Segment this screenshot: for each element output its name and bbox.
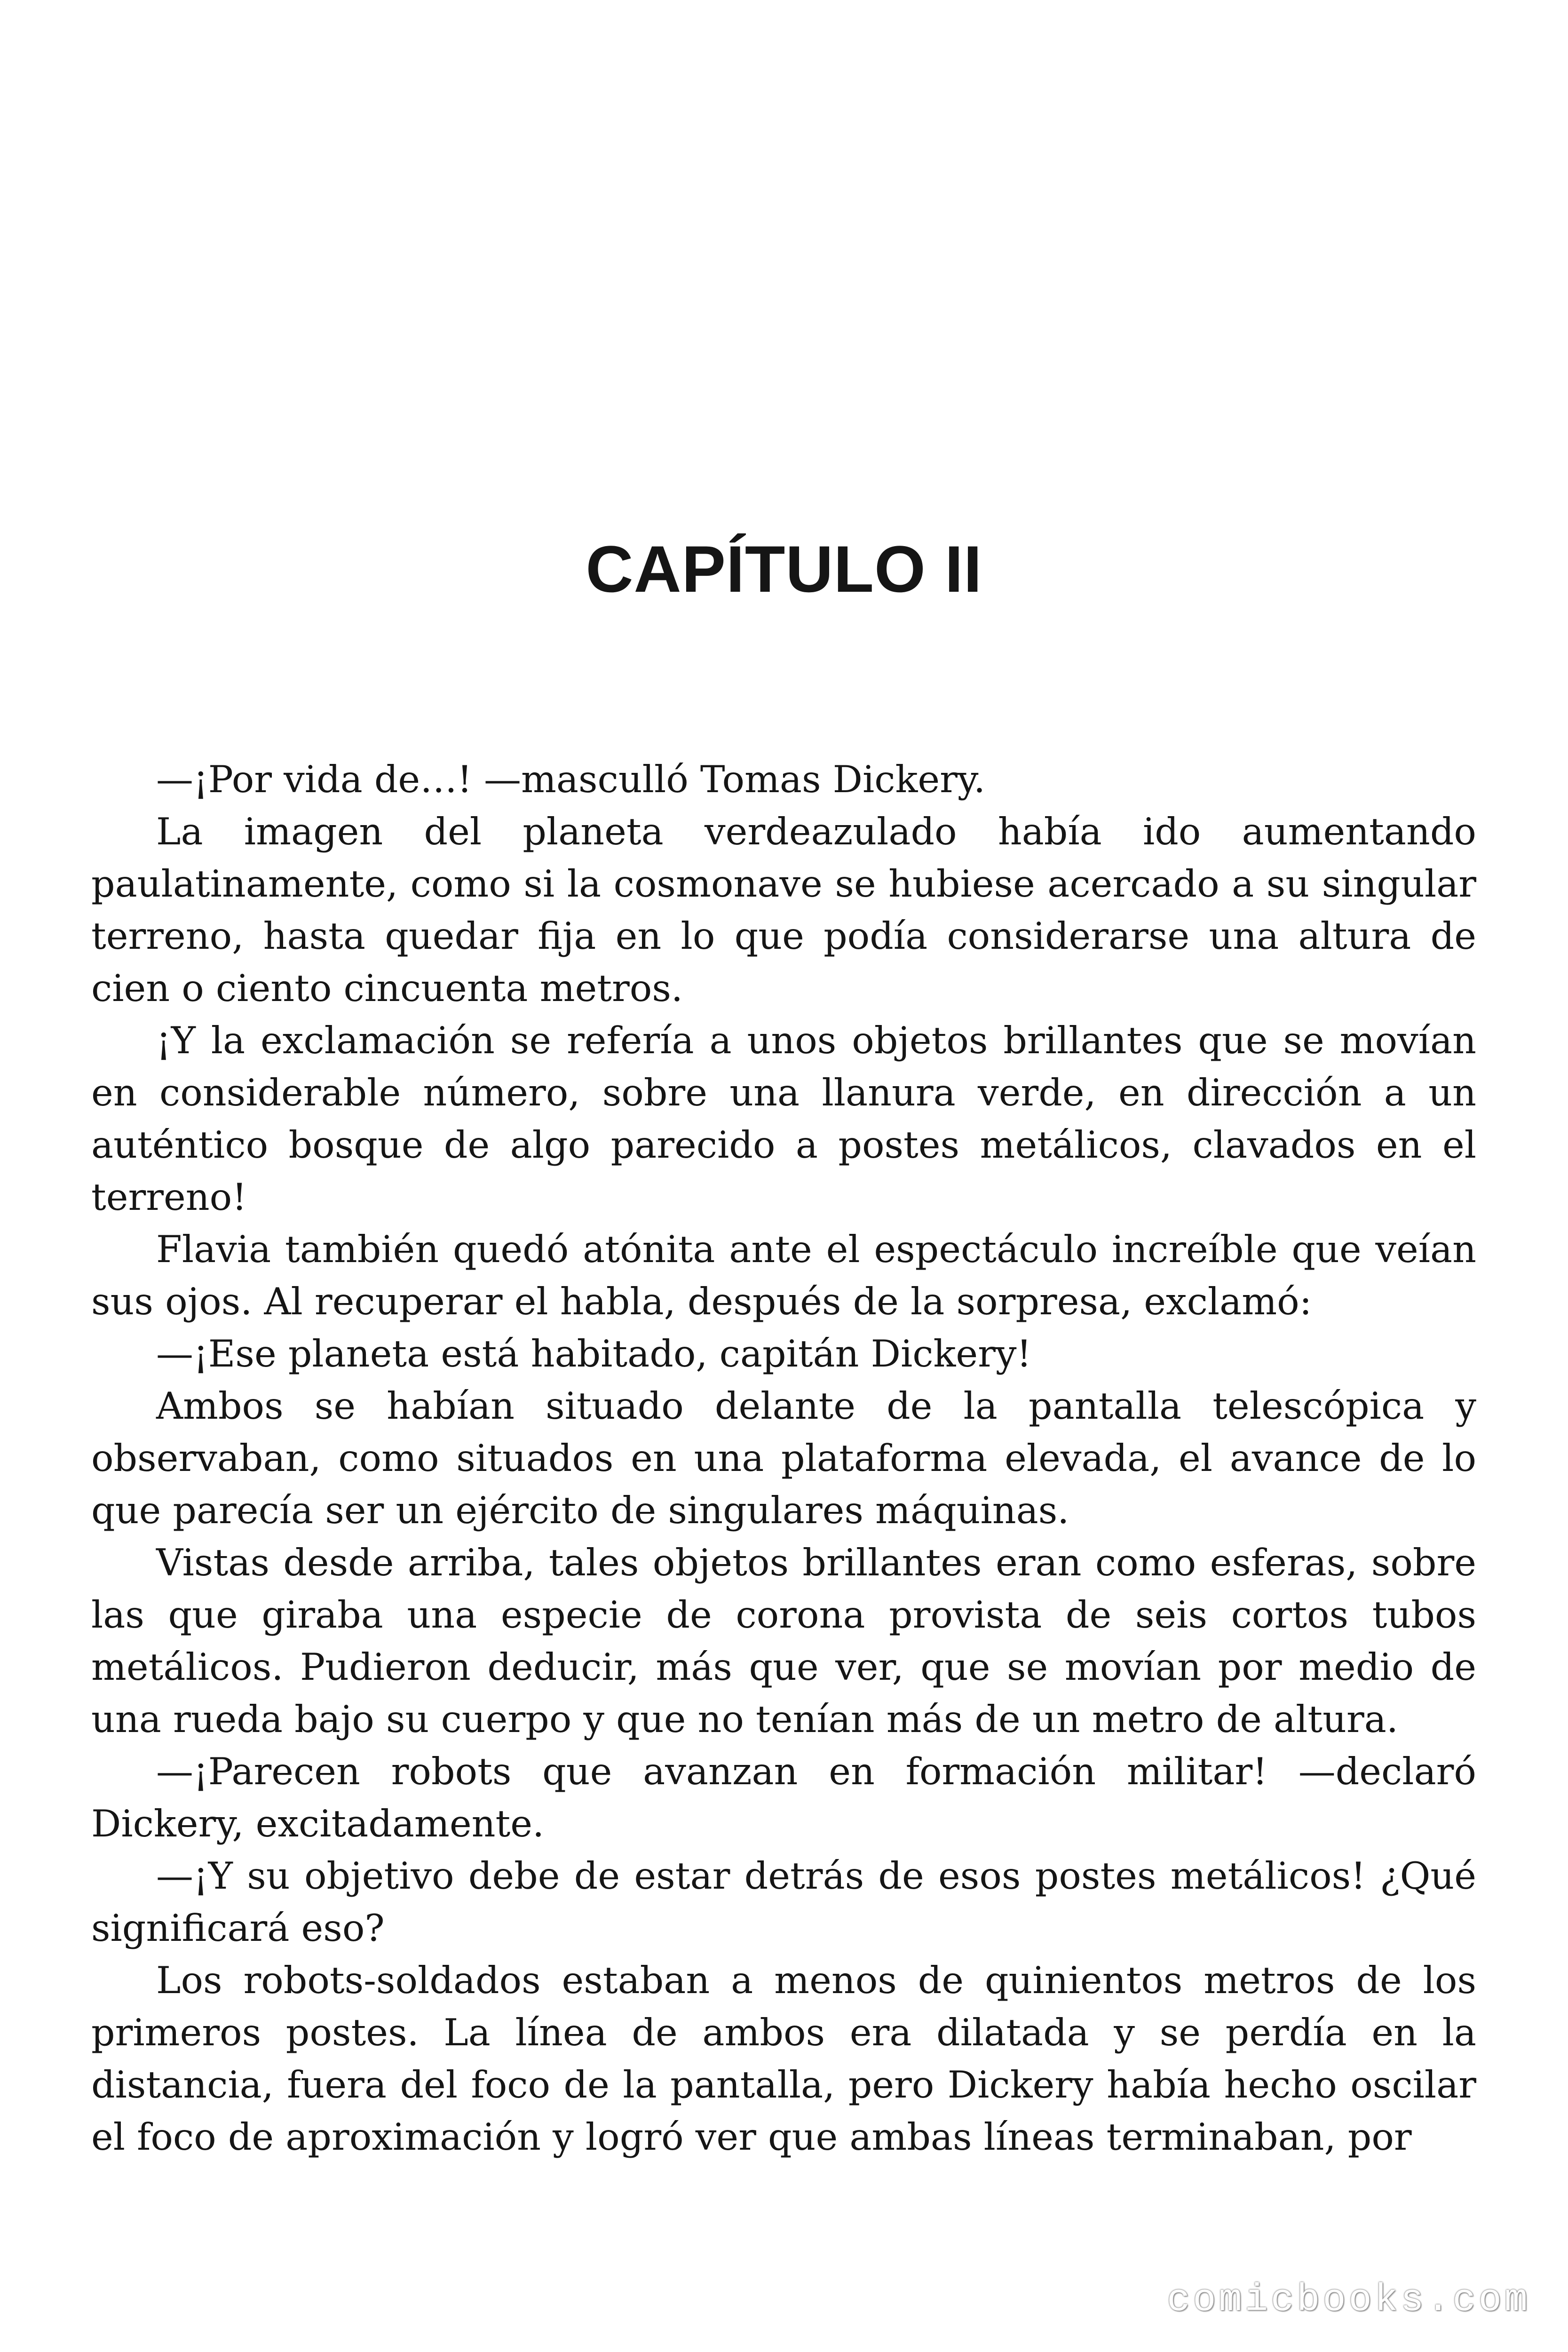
paragraph: La imagen del planeta verdeazulado había ido aumentando paulatinamente, como si la cosmonave se hubiese acercado a su singular terreno, hasta quedar fija en lo que podía considerarse una altura de cien o ciento cincuenta metros. bbox=[91, 810, 1476, 1010]
paragraph: Vistas desde arriba, tales objetos brillantes eran como esferas, sobre las que giraba una especie de corona provista de seis cortos tubos metálicos. Pudieron deducir, más que ver, que se movían por medio de una rueda bajo su cuerpo y que no tenían más de un metro de altura. bbox=[91, 1541, 1476, 1741]
paragraph: —¡Y su objetivo debe de estar detrás de esos postes metálicos! ¿Qué significará eso? bbox=[91, 1854, 1476, 1950]
chapter-title: CAPÍTULO II bbox=[586, 532, 982, 606]
paragraph: Los robots-soldados estaban a menos de quinientos metros de los primeros postes. La línea de ambos era dilatada y se perdía en la distancia, fuera del foco de la pantalla, pero Dickery había hecho oscilar el foco de aproximación y logró ver que ambas líneas terminaban, por bbox=[91, 1959, 1476, 2159]
paragraph: —¡Ese planeta está habitado, capitán Dickery! bbox=[156, 1332, 1032, 1375]
paragraph: —¡Por vida de…! —masculló Tomas Dickery. bbox=[156, 758, 986, 801]
paragraph: Flavia también quedó atónita ante el espectáculo increíble que veían sus ojos. Al recuperar el habla, después de la sorpresa, exclamó: bbox=[91, 1228, 1476, 1323]
paragraph: —¡Parecen robots que avanzan en formación militar! —declaró Dickery, excitadamente. bbox=[91, 1750, 1476, 1845]
paragraph: ¡Y la exclamación se refería a unos objetos brillantes que se movían en considerable número, sobre una llanura verde, en dirección a un auténtico bosque de algo parecido a postes metálicos, clavados en el terreno! bbox=[91, 1019, 1476, 1219]
paragraph: Ambos se habían situado delante de la pantalla telescópica y observaban, como situados en una plataforma elevada, el avance de lo que parecía ser un ejército de singulares máquinas. bbox=[91, 1384, 1476, 1532]
chapter-body bbox=[91, 754, 1476, 2163]
watermark: comicbooks.com bbox=[1167, 2278, 1530, 2322]
